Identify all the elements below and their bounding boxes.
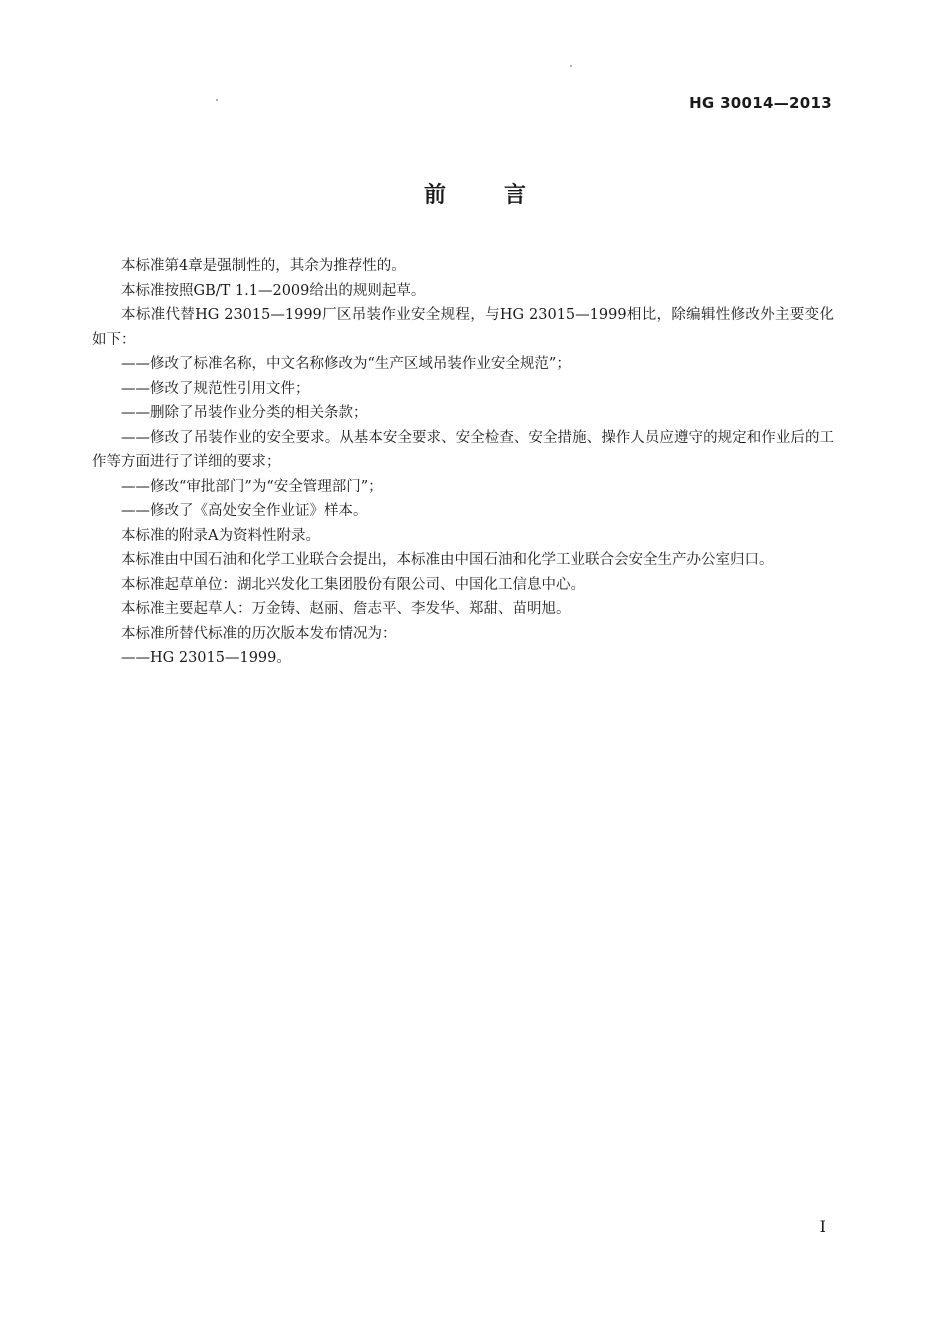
change-item: ——修改了规范性引用文件；: [121, 380, 310, 397]
page-title: 前言: [423, 183, 584, 208]
change-item: ——修改了吊装作业的安全要求。从基本安全要求、安全检查、安全措施、操作人员应遵守的规定和作业后的工作等方面进行了详细的要求；: [92, 429, 834, 470]
change-item: ——修改“审批部门”为“安全管理部门”；: [121, 478, 383, 495]
scan-speck: [570, 65, 572, 67]
change-item: ——修改了《高处安全作业证》样本。: [121, 503, 368, 519]
history-item: ——HG 23015—1999。: [121, 650, 291, 666]
paragraph: 本标准主要起草人：万金铸、赵丽、詹志平、李发华、郑甜、苗明旭。: [121, 601, 571, 617]
paragraph: 本标准起草单位：湖北兴发化工集团股份有限公司、中国化工信息中心。: [121, 576, 585, 593]
paragraph: 本标准代替HG 23015—1999厂区吊装作业安全规程，与HG 23015—1999相比，除编辑性修改外主要变化如下：: [92, 307, 834, 348]
change-item: ——修改了标准名称，中文名称修改为“生产区域吊装作业安全规范”；: [121, 356, 571, 372]
paragraph: 本标准的附录A为资料性附录。: [121, 527, 320, 544]
scan-speck: [216, 99, 218, 101]
paragraph: 本标准按照GB/T 1.1—2009给出的规则起草。: [121, 282, 426, 299]
change-item: ——删除了吊装作业分类的相关条款；: [121, 405, 368, 421]
page-number: I: [819, 1217, 826, 1236]
foreword-body: [92, 254, 834, 671]
standard-code: HG 30014—2013: [689, 94, 832, 112]
paragraph: 本标准由中国石油和化学工业联合会提出，本标准由中国石油和化学工业联合会安全生产办公室归口。: [121, 552, 774, 568]
paragraph: 本标准所替代标准的历次版本发布情况为：: [121, 625, 397, 642]
paragraph: 本标准第4章是强制性的，其余为推荐性的。: [121, 258, 406, 274]
